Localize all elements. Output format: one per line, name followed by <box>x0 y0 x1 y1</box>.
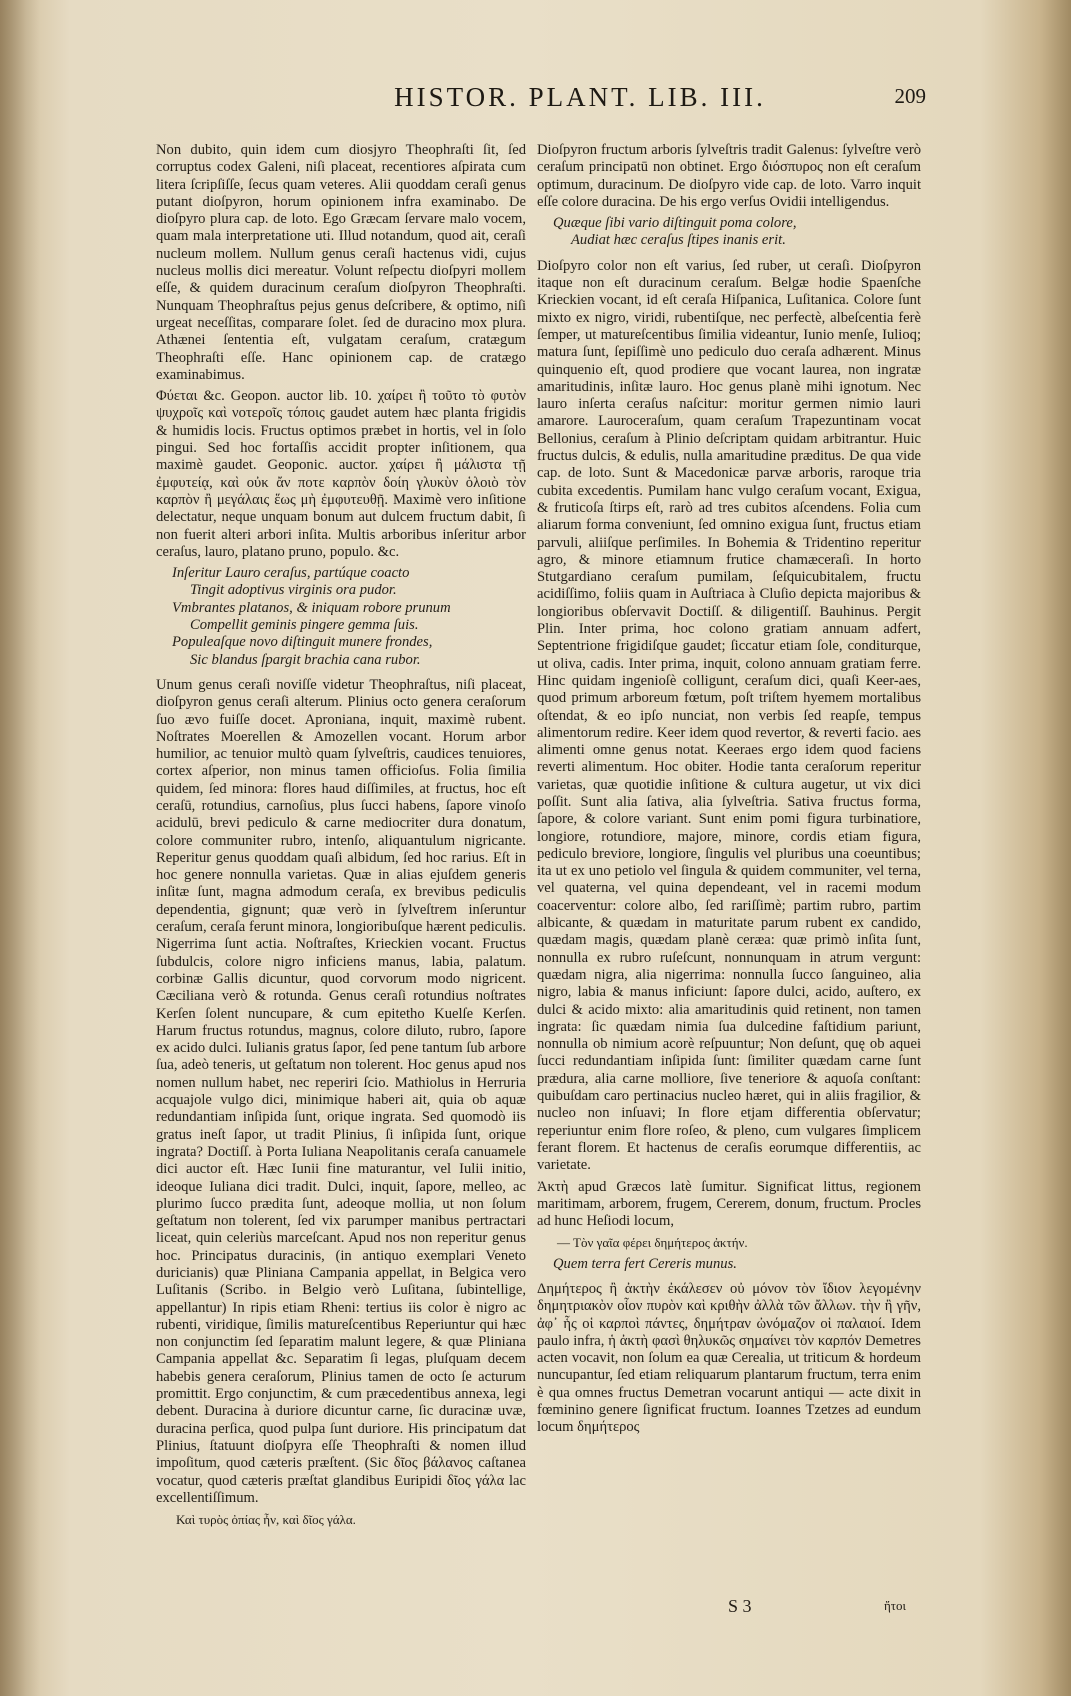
greek-quote: — Τὸν γαῖα φέρει δημήτερος ἀκτήν. <box>557 1235 748 1251</box>
signature-mark: S 3 <box>728 1596 752 1616</box>
paragraph: Dioſpyro color non eſt varius, ſed ruber, ut ceraſi. Dioſpyron itaque non eſt duracinum ceraſum. Belgæ hodie Spaenſche Krieckien vocant, id eſt ceraſa Hiſpanica, Luſitanica. Colore ſunt mixto ex nigro, viridi, rubentiſque, nec perfectè, albeſcentia ferè ſemper, ut matureſcentibus ſimilia videantur, Iunio menſe, Iulioq; matura ſunt, ſepiſſimè uno pediculo duo ceraſa adhærent. Minus quinquenio eſt, quod prodiere que vocant laurea, non ingratæ amaritudinis, inſitæ lauro. Hoc genus planè mihi ignotum. Nec lauro inſerta ceraſus naſcitur: moritur germen nimio lauri amarore. Lauroceraſum, quam ceraſum Trapezuntinam vocat Bellonius, ceraſum à Plinio deſcriptam quidam arbitrantur. Huic fructus dulcis, & edulis, nulla amaritudine præditus. De qua vide cap. de loto. Sunt & Macedonicæ parvæ arboris, raroque tria cubita excedentis. Pumilam hanc vulgo ceraſum vocant, Exigua, & fruticoſa ſtirps eſt, rarò ad tres cubitos aſcendens. Folia cum aliarum forma conveniunt, ſed omnino exigua ſunt, fructus etiam parvuli, aliiſque perſimiles. In Bohemia & Tridentino reperitur agro, & minore etiamnum frutice chamæceraſi. In horto Stutgardiano ceraſum pumilam, ſeſquicubitalem, fructu acidiſſimo, foliis quam in Auſtriaca à Cluſio depicta majoribus & longioribus obſervavit Doctiſſ. & diligentiſſ. Bauhinus. Pergit Plin. Inter prima, hoc colono gratiam annuam adfert, Septentrione frigidiſque gaudet; ſiccatur etiam ſole, conditurque, ut oliva, cadis. Inter prima, inquit, colono annuam gratiam ferre. Hinc quidam ingenioſè colligunt, ceraſum dici, quaſi Keer-aes, quod primum arboreum fœtum, poſt triſtem hyemem mortalibus oſtendat, & eo ipſo nunciat, non verbis ſed reapſe, tempus alimentorum redire. Keer idem quod revertor, & reverti facio. aes alimenti omne genus notat. Keeraes ergo idem quod faciens reverti alimentum. Hoc obiter. Hodie tanta ceraſorum reperitur varietas, quæ quotidie inſitione & cultura augetur, ut vix dici poſſit. Sunt alia ſativa, alia ſylveſtria. Sativa fructus forma, ſapore, & colore variant. Sunt enim pomi figura turbinatiore, longiore, rotundiore, majore, minore, cordis etiam figura, pediculo breviore, longiore, ſingulis vel pluribus una coeuntibus; ita ut ex uno petiolo vel ſingula & quidem communiter, vel terna, vel quaterna, vel quina dependeant, vel in racemi modum coacerventur: colore albo, ſed rariſſimè; partim rubro, partim albicante, & quædam in maturitate parum rubent ex candido, quædam magis, quædam planè ceræa: quæ primò inſita ſunt, nonnulla ex rubro ruſeſcunt, nonnunquam in atrum vergunt: quædam nigra, alia nigerrima: nonnulla ſucco ſanguineo, alia nigro, labia & manus inficiunt: ſapore dulci, acido, auſtero, ex dulci & acido mixto: alia amaritudinis quid retinent, non tamen ingrata: ſic quædam nimia ſua dulcedine faſtidium pariunt, nonnulla ob nimium acorè reſpuuntur; Non deſunt, quę ob aquei ſucci redundantiam inſipida ſunt: ſimiliter quædam carne ſunt prædura, alia carne molliore, ſive teneriore & aquoſa conſtant: quibuſdam caro pertinacius nucleo hæret, qui in aliis fragilior, & nucleo non inſuavi; In flore etjam differentia obſervatur; reperiuntur enim flore roſeo, & pleno, cum vulgares ſimplicem ferant florem. Et hactenus de ceraſis eorumque differentiis, ac varietate. <box>537 257 921 1174</box>
paragraph: Dioſpyron fructum arboris ſylveſtris tradit Galenus: ſylveſtre verò ceraſum principatū non obtinet. Ergo διόσπυρος non eſt ceraſum optimum, duracinum. De dioſpyro vide cap. de loto. Varro inquit eſſe colore duracina. De his ergo verſus Ovidii intelligendus. <box>537 142 921 210</box>
verse-block <box>553 215 921 250</box>
paragraph: Δημήτερος ἢ ἀκτὴν ἐκάλεσεν οὐ μόνον τὸν ἴδιον λεγομένην δημητριακὸν οἷον πυρὸν καὶ κριθὴν ἀλλὰ τῶν ἄλλων. τὴν ἢ γῆν, ἀφ᾽ ἧς οἱ καρποὶ πάντες, δημήτραν ὠνόμαζον οἱ παλαιοί. Idem paulo infra, ἡ ἀκτὴ φασὶ θηλυκῶς σημαίνει τὸν καρπόν Demetres acten vocavit, non ſolum ea quæ Cerealia, ut triticum & hordeum nuncupantur, ſed etiam reliquarum plantarum fructum, terra enim è qua omnes fructus Demetran vocarunt antiqui — acte dixit in fœminino genere ſignificat fructum. Ioannes Tzetzes ad eundum locum δημήτερος <box>537 1281 921 1436</box>
gutter-shadow <box>0 0 40 1696</box>
paragraph: Φύεται &c. Geopon. auctor lib. 10. χαίρει ἢ τοῦτο τὸ φυτὸν ψυχροῖς καὶ νοτεροῖς τόποις gaudet autem hæc planta frigidis & humidis locis. Fructus optimos præbet in hortis, vel in ſolo pingui. Sed hoc fortaſſis accidit propter inſitionem, qua maximè gaudet. Geoponic. auctor. χαίρει ἢ μάλιστα τῇ ἐμφυτείᾳ, καὶ οὐκ ἄν ποτε καρπὸν δοίη γλυκὺν ὁλοιὸ τὸν καρπὸν ἢ μεγάλαις ἕως μὴ ἐμφυτευθῇ. Maximè vero inſitione delectatur, neque unquam bonum aut dulcem fructum dabit, ſi non fuerit alteri arbori inſita. Multis arboribus inſeritur arbor ceraſus, lauro, platano pruno, populo. &c. <box>156 388 526 560</box>
left-column <box>156 142 526 1562</box>
paragraph: Non dubito, quin idem cum diosjyro Theophraſti ſit, ſed corruptus codex Galeni, niſi placeat, recentiores aſpirata cum litera ſcripſiſſe, ſecus quam veteres. Alii quoddam ceraſi genus putant dioſpyron, horum opinionem infra examinabo. De dioſpyro plura cap. de loto. Ego Græcam ſervare malo vocem, quam mala interpretatione uti. Illud notandum, quod ait, ceraſi nucleum mollem. Nullum genus ceraſi hactenus vidi, cujus nucleus mollis dici mereatur. Volunt reſpectu dioſpyri mollem eſſe, & quidem duracinum ceraſum dioſpyron Theophraſti. Nunquam Theophraſtus pejus genus deſcribere, & optimo, niſi urgeat neceſſitas, comparare ſolet. ſed de duracino mox plura. Athænei ſententia eſt, vulgatam ceraſum, cratægum Theophraſti eſſe. Hanc opinionem cap. de cratægo examinabimus. <box>156 142 526 383</box>
catchword: ἤτοι <box>884 1598 907 1613</box>
paragraph: Ἀκτὴ apud Græcos latè ſumitur. Significat littus, regionem maritimam, arborem, frugem, Cererem, donum, fructum. Procles ad hunc Heſiodi locum, <box>537 1178 921 1230</box>
paragraph: Unum genus ceraſi noviſſe videtur Theophraſtus, niſi placeat, dioſpyron genus ceraſi alterum. Plinius octo genera ceraſorum ſuo ævo fuiſſe docet. Aproniana, inquit, maximè rubent. Noſtrates Moerellen & Amozellen vocant. Horum arbor humilior, ac tenuior multò quam ſylveſtris, caudices tenuiores, cortex aſperior, non minus tamen officioſus. Folia ſimilia quidem, ſed minora: flores haud diſſimiles, at fructus, hoc eſt ceraſū, rotundius, carnoſius, plus ſucci habens, ſapore vinoſo acidulū, brevi pediculo & carne mediocriter dura donatum, colore communiter rubro, intenſo, aliquantulum nigricante. Reperitur genus quoddam quaſi albidum, ſed hoc rarius. Eſt in hoc genere nonnulla varietas. Quæ in alias ejuſdem generis inſitæ ſunt, magna admodum ceraſa, ex brevibus pediculis dependentia, gignunt; quæ verò in ſylveſtrem inſeruntur ceraſum, ceraſa ferunt minora, longioribuſque hærent pediculis. Nigerrima ſunt actia. Noſtraſtes, Krieckien vocant. Fructus ſubdulcis, colore nigro inficiens manus, labia, palatum. corbinæ Gallis dicuntur, quod corvorum modo nigricent. Cæciliana verò & rotunda. Genus ceraſi rotundius noſtrates Kerſen ſolent nuncupare, & cum epitetho Kuelſe Kerſen. Harum fructus rotundus, magnus, colore diluto, rubro, ſapore ex acido dulci. Iulianis gratus ſapor, ſed pene tantum ſub arbore ſua, adeò teneris, ut geſtatum non tolerent. Hoc genus apud nos nomen nullum habet, nec reperiri ſcio. Mathiolus in Herruria acquajole vulgo dici, minimique haberi ait, quia ob aquæ redundantiam inſipida ſunt, orique ingrata. Sed quomodò iis gratus ineſt ſapor, ut tradit Plinius, ſi inſipida ſunt, orique ingrata? Doctiſſ. à Porta Iuliana Neapolitanis ceraſa canuamele dici auctor eſt. Hæc Iunii fine maturantur, vel Iulii initio, ideoque Iuliana dici tradit. Dulci, inquit, ſapore, melleo, ac plurimo ſucco prædita ſunt, adeoque mollia, ut non ſolum geſtatum non tolerent, ſed vix parumper manibus pertractari liceat, quin celeriùs marceſcant. Apud nos non reperitur genus hoc. Principatus duracinis, (in antiquo exemplari Veneto duricianis) quæ Pliniana Campania appellat, in Belgica vero Luſitanis (Scribo. in Belgio verò Luſitana, ſubintellige, appellantur) In ripis etiam Rheni: tertius iis color è nigro ac rubenti, viridique, ſimilis matureſcentibus Reperiuntur qui hæc non conjunctim ſed ſeparatim malunt legere, & quæ Pliniana Campania appellat &c. Separatim ſi legas, pluſquam decem habebis genera ceraſorum, Plinius tamen de octo ſe acturum promittit. Ergo conjunctim, & cum præcedentibus annexa, legi debent. Duracina à duriore dicuntur carne, ſic duracinæ uvæ, duracina perſica, quod pulpa ſunt duriore. His principatum dat Plinius, ſtatuunt dioſpyra eſſe Theophraſti & nomen illud impoſitum, quod cæteris præſtent. (Sic δῖος βάλανος caſtanea vocatur, quod cæteris præſtat glandibus Euripidi δῖος γάλα lac excellentiſſimum. <box>156 676 526 1506</box>
verse-line: Sic blandus ſpargit brachia cana rubor. <box>190 651 421 668</box>
right-column <box>537 142 921 1562</box>
verse-line: Quem terra fert Cereris munus. <box>553 1255 737 1272</box>
verse-block <box>172 565 526 669</box>
verse-line: Vmbrantes platanos, & iniquam robore prunum <box>172 599 451 616</box>
verse-line: Populeaſque novo diſtinguit munere frondes, <box>172 634 433 651</box>
verse-line: Compellit geminis pingere gemma ſuis. <box>190 617 419 634</box>
verse-line: Audiat hæc ceraſus ſtipes inanis erit. <box>571 232 786 249</box>
greek-quote: Καὶ τυρὸς ὀπίας ἦν, καὶ δῖος γάλα. <box>176 1512 356 1528</box>
verse-line: Tingit adoptivus virginis ora pudor. <box>190 582 397 599</box>
verse-line: Quæque ſibi vario diſtinguit poma colore, <box>553 215 797 232</box>
verse-line: Inſeritur Lauro ceraſus, partúque coacto <box>172 565 410 582</box>
running-head: HISTOR. PLANT. LIB. III. <box>394 82 766 112</box>
page-number: 209 <box>894 84 926 108</box>
